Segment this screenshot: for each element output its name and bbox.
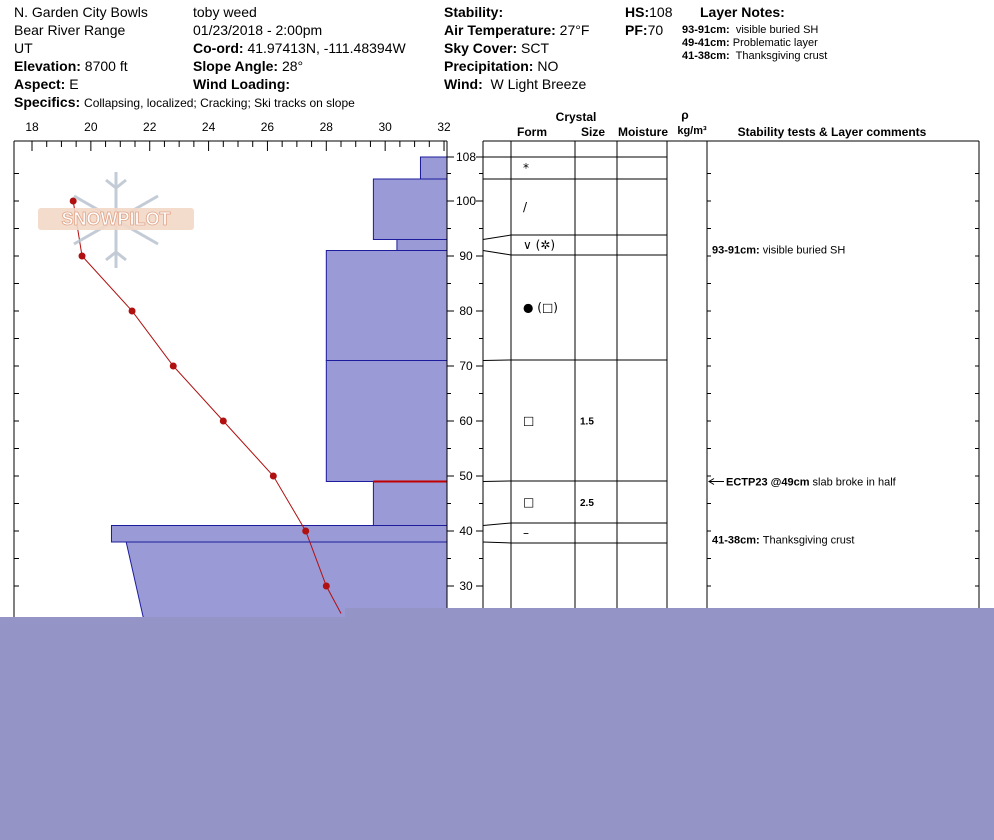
- temperature-point: [323, 583, 330, 590]
- y-tick-label: 40: [459, 524, 473, 538]
- location: N. Garden City Bowls: [14, 4, 148, 20]
- pf: PF:70: [625, 22, 664, 38]
- crystal-form: □: [523, 413, 535, 428]
- y-tick-label: 108: [455, 150, 477, 164]
- crystal-size: 1.5: [580, 416, 594, 428]
- layer-note: 41-38cm: Thanksgiving crust: [682, 50, 828, 62]
- layer-notes-title: Layer Notes:: [700, 4, 785, 20]
- crystal-header: Crystal: [555, 110, 597, 124]
- form-header: Form: [517, 125, 547, 139]
- density-unit: kg/m³: [677, 125, 707, 137]
- y-tick-label: 70: [459, 359, 473, 373]
- hardness-layer: [326, 361, 447, 482]
- watermark-text: SNOWPILOT: [61, 209, 171, 229]
- y-tick-label: 90: [459, 249, 473, 263]
- aspect: Aspect: E: [14, 76, 79, 92]
- y-tick-label: 30: [459, 579, 473, 593]
- hardness-layer: [373, 179, 447, 240]
- temperature-point: [129, 308, 136, 315]
- x-tick-label: 18: [25, 120, 39, 134]
- layer-note: 93-91cm: visible buried SH: [682, 24, 819, 36]
- crystal-form: *: [523, 161, 529, 175]
- layer-note: 49-41cm: Problematic layer: [682, 37, 818, 49]
- precipitation: Precipitation: NO: [444, 58, 559, 74]
- range: Bear River Range: [14, 22, 126, 38]
- coordinates: Co-ord: 41.97413N, -111.48394W: [193, 40, 406, 56]
- hs: HS:108: [625, 4, 673, 20]
- crystal-size: 2.5: [580, 498, 594, 509]
- hardness-layer: [373, 482, 447, 526]
- x-tick-label: 30: [378, 120, 392, 134]
- layer-boundary: [483, 360, 667, 361]
- hardness-layer: [326, 251, 447, 361]
- sky-cover: Sky Cover: SCT: [444, 40, 550, 56]
- layer-comment-label: ECTP23 @49cm: [726, 476, 813, 489]
- wind-loading: Wind Loading:: [193, 76, 291, 92]
- temperature-point: [270, 473, 277, 480]
- crystal-form: /: [523, 200, 528, 214]
- air-temperature: Air Temperature: 27°F: [444, 22, 590, 38]
- layer-comment: [712, 245, 845, 257]
- moisture-header: Moisture: [617, 125, 669, 139]
- x-tick-label: 24: [201, 120, 216, 134]
- x-tick-label: 26: [260, 120, 275, 134]
- layer-comment-text: visible buried SH: [762, 244, 846, 257]
- stability: Stability:: [444, 4, 504, 20]
- temperature-point: [170, 363, 177, 370]
- wind: Wind: W Light Breeze: [444, 76, 587, 92]
- layer-comment: [712, 534, 854, 546]
- snowpilot-watermark: [36, 170, 196, 270]
- y-tick-label: 50: [459, 469, 473, 483]
- layer-boundary: [483, 481, 667, 482]
- specifics: Specifics: Collapsing, localized; Cracking; Ski tracks on slope: [14, 94, 355, 110]
- hardness-layer: [397, 240, 447, 251]
- y-tick-label: 60: [459, 414, 473, 428]
- overlay-block: [0, 617, 994, 840]
- temperature-point: [220, 418, 227, 425]
- crystal-form: ∨ (✲): [523, 238, 556, 252]
- temperature-point: [302, 528, 309, 535]
- state: UT: [14, 40, 33, 56]
- slope-angle: Slope Angle: 28°: [193, 58, 304, 74]
- crystal-form: –: [523, 526, 529, 540]
- layer-comment-label: 41-38cm:: [712, 534, 763, 547]
- crystal-form: ● (□): [523, 300, 558, 315]
- hardness-layer: [420, 157, 447, 179]
- observer: toby weed: [193, 4, 257, 20]
- density-header: ρ: [681, 108, 689, 122]
- size-header: Size: [580, 125, 606, 139]
- datetime: 01/23/2018 - 2:00pm: [193, 22, 323, 38]
- hardness-layer: [111, 526, 447, 543]
- x-tick-label: 20: [84, 120, 98, 134]
- x-tick-label: 32: [437, 120, 451, 134]
- y-tick-label: 100: [455, 194, 477, 208]
- comments-header: Stability tests & Layer comments: [737, 125, 927, 139]
- layer-comment-label: 93-91cm:: [712, 244, 763, 257]
- layer-comment-text: slab broke in half: [812, 476, 896, 489]
- crystal-form: □: [523, 495, 535, 509]
- y-tick-label: 80: [459, 304, 473, 318]
- layer-comment-text: Thanksgiving crust: [762, 534, 855, 547]
- x-tick-label: 22: [143, 120, 157, 134]
- elevation: Elevation: 8700 ft: [14, 58, 128, 74]
- x-tick-label: 28: [319, 120, 333, 134]
- layer-comment: [726, 477, 897, 489]
